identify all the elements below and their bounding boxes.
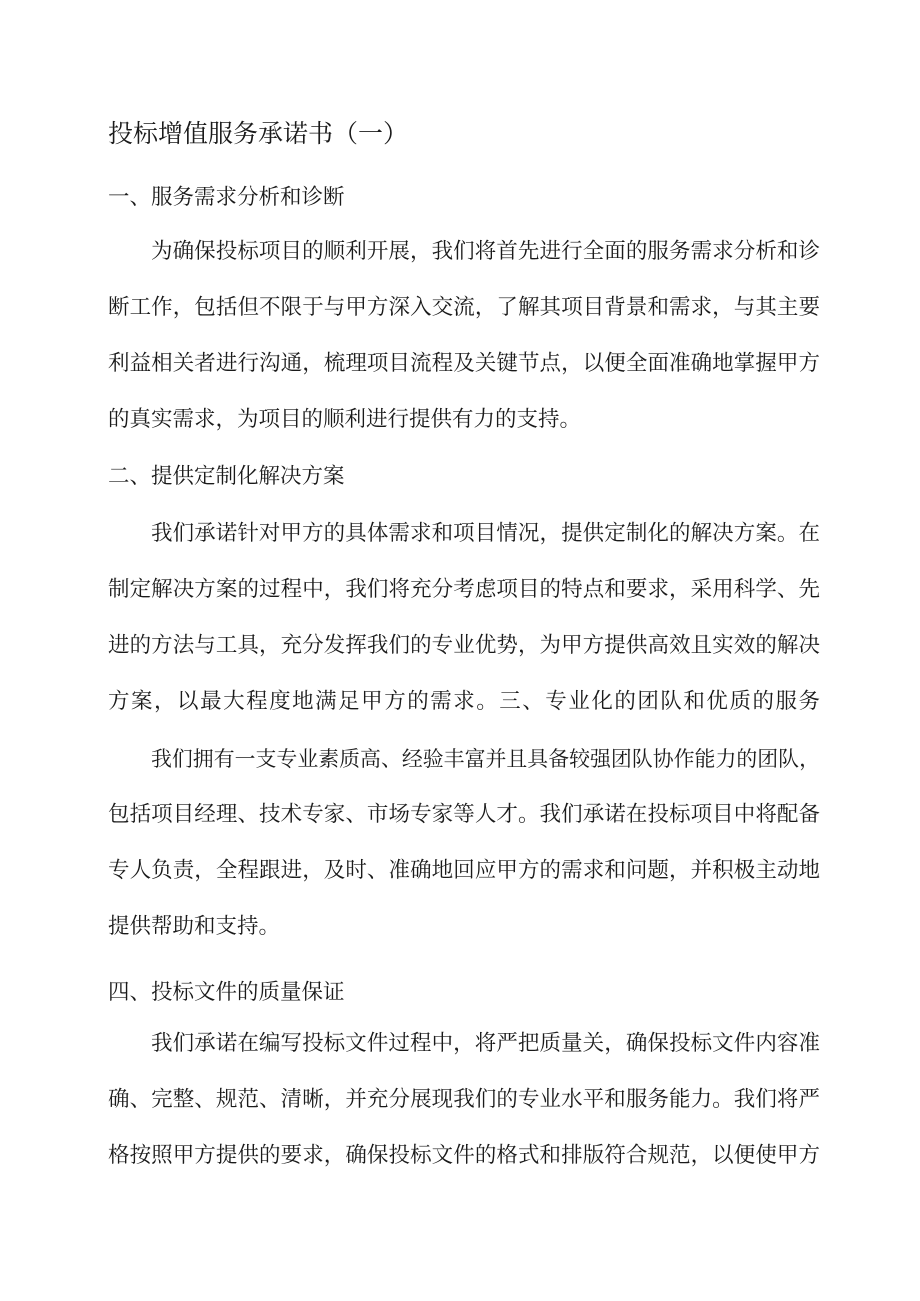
paragraph-line: 专人负责，全程跟进，及时、准确地回应甲方的需求和问题，并积极主动地 xyxy=(108,858,820,883)
paragraph-line: 确、完整、规范、清晰，并充分展现我们的专业水平和服务能力。我们将严 xyxy=(108,1087,820,1112)
document-title: 投标增值服务承诺书（一） xyxy=(108,119,409,148)
paragraph-line: 提供帮助和支持。 xyxy=(108,914,281,939)
paragraph-line: 的真实需求，为项目的顺利进行提供有力的支持。 xyxy=(108,407,582,432)
paragraph-line: 我们拥有一支专业素质高、经验丰富并且具备较强团队协作能力的团队， xyxy=(151,747,820,771)
paragraph-line: 方案，以最大程度地满足甲方的需求。三、专业化的团队和优质的服务 xyxy=(108,689,820,714)
section-1-heading: 一、服务需求分析和诊断 xyxy=(108,185,345,210)
section-1-paragraph xyxy=(108,224,820,448)
paragraph-line: 进的方法与工具，充分发挥我们的专业优势，为甲方提供高效且实效的解决 xyxy=(108,633,820,658)
section-2-heading: 二、提供定制化解决方案 xyxy=(108,464,345,489)
paragraph-line: 格按照甲方提供的要求，确保投标文件的格式和排版符合规范，以便使甲方 xyxy=(108,1143,820,1168)
paragraph-line: 包括项目经理、技术专家、市场专家等人才。我们承诺在投标项目中将配备 xyxy=(108,802,820,827)
paragraph-line: 我们承诺针对甲方的具体需求和项目情况，提供定制化的解决方案。在 xyxy=(151,521,820,546)
paragraph-line: 利益相关者进行沟通，梳理项目流程及关键节点，以便全面准确地掌握甲方 xyxy=(108,351,820,376)
paragraph-line: 制定解决方案的过程中，我们将充分考虑项目的特点和要求，采用科学、先 xyxy=(108,577,820,602)
section-2-paragraph xyxy=(108,506,820,730)
section-4-heading: 四、投标文件的质量保证 xyxy=(108,980,345,1005)
paragraph-line: 我们承诺在编写投标文件过程中，将严把质量关，确保投标文件内容准 xyxy=(151,1031,820,1056)
paragraph-line: 为确保投标项目的顺利开展，我们将首先进行全面的服务需求分析和诊 xyxy=(151,239,820,264)
section-4-paragraph xyxy=(108,1016,820,1184)
section-3-paragraph xyxy=(108,731,820,955)
paragraph-line: 断工作，包括但不限于与甲方深入交流，了解其项目背景和需求，与其主要 xyxy=(108,295,820,320)
